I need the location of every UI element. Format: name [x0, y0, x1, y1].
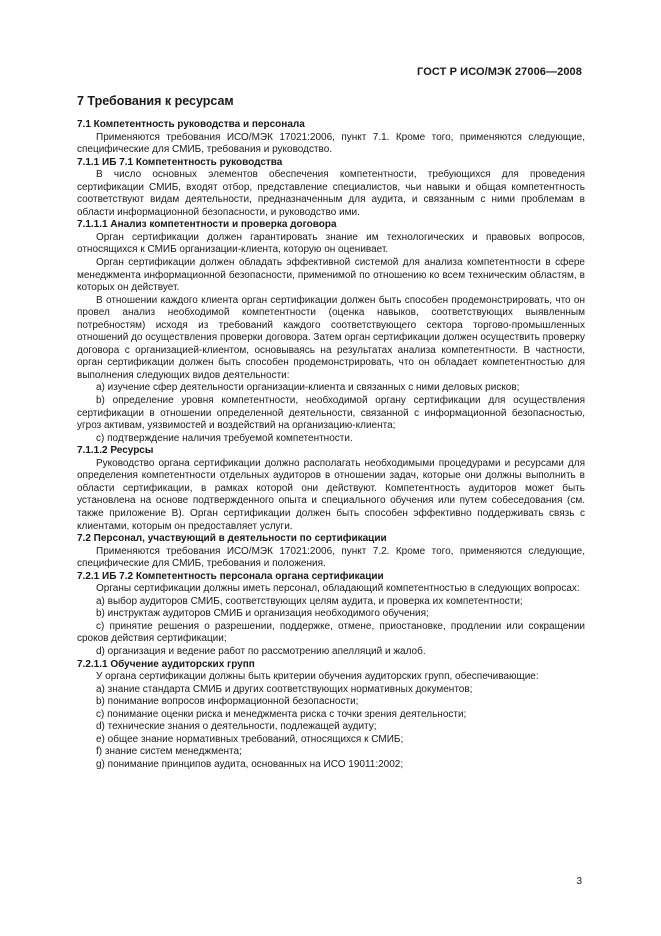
list-item: b) инструктаж аудиторов СМИБ и организация необходимого обучения;	[96, 608, 429, 620]
page-number: 3	[576, 876, 582, 887]
list-item: c) подтверждение наличия требуемой компетентности.	[96, 432, 353, 444]
paragraph: Применяются требования ИСО/МЭК 17021:2006, пункт 7.1. Кроме того, применяются следующие, специфические для СМИБ, требования и руководство.	[77, 131, 585, 156]
list-item: b) определение уровня компетентности, необходимой органу сертификации для осуществления сертификации в отношении определенной деятельности, связанной с информационной безопасностью, угроз активам, уязвимостей и воздействий на организацию-клиента;	[77, 395, 585, 432]
list-item: a) выбор аудиторов СМИБ, соответствующих целям аудита, и проверка их компетентности;	[96, 595, 523, 607]
section-title: 7 Требования к ресурсам	[77, 94, 234, 108]
heading-7-2-1: 7.2.1 ИБ 7.2 Компетентность персонала органа сертификации	[77, 570, 384, 582]
heading-7-1: 7.1 Компетентность руководства и персонала	[77, 119, 305, 130]
list-item: a) изучение сфер деятельности организации-клиента и связанных с ними деловых рисков;	[96, 382, 520, 394]
heading-7-1-1: 7.1.1 ИБ 7.1 Компетентность руководства	[77, 156, 283, 168]
list-item: a) знание стандарта СМИБ и других соответствующих нормативных документов;	[96, 683, 473, 695]
heading-7-2: 7.2 Персонал, участвующий в деятельности по сертификации	[77, 533, 387, 545]
list-item: b) понимание вопросов информационной безопасности;	[96, 696, 359, 708]
list-item: g) понимание принципов аудита, основанных на ИСО 19011:2002;	[96, 758, 404, 770]
page-body	[77, 93, 585, 771]
paragraph: В число основных элементов обеспечения компетентности, требующихся для проведения сертификации СМИБ, входят отбор, представление специалистов, чьи навыки и общая компетентность соответствуют видам деятельности, предназначенным для аудита, и связанным с ними проблемам в области информационной безопасности, и руководство ими.	[77, 169, 585, 218]
paragraph: В отношении каждого клиента орган сертификации должен быть способен продемонстрировать, что он провел анализ необходимой компетентности (оценка навыков, соответствующих выявленным потребностям) исходя из требований каждого соответствующего сектора торгово-промышленных отношений до осуществления проверки договора. Затем орган сертификации должен осуществить проверку договора с организацией-клиентом, основываясь на результатах анализа компетентности. В частности, орган сертификации должен быть способен продемонстрировать, что он обладает компетентностью для выполнения следующих видов деятельности:	[77, 294, 585, 381]
heading-7-1-1-1: 7.1.1.1 Анализ компетентности и проверка договора	[77, 219, 337, 231]
list-item: d) технические знания о деятельности, подлежащей аудиту;	[96, 721, 377, 733]
paragraph: Орган сертификации должен гарантировать знание им технологических и правовых вопросов, относящихся к СМИБ организации-клиента, которую он оценивает.	[77, 231, 585, 256]
paragraph: Органы сертификации должны иметь персонал, обладающий компетентностью в следующих вопросах:	[96, 583, 580, 595]
paragraph: Орган сертификации должен обладать эффективной системой для анализа компетентности в сфере менеджмента информационной безопасности, применимой по отношению ко всем техническим областям, в которых он действует.	[77, 257, 585, 294]
list-item: c) понимание оценки риска и менеджмента риска с точки зрения деятельности;	[96, 708, 467, 720]
paragraph: Применяются требования ИСО/МЭК 17021:2006, пункт 7.2. Кроме того, применяются следующие, специфические для СМИБ, требования и положения.	[77, 545, 585, 570]
list-item: c) принятие решения о разрешении, поддержке, отмене, приостановке, продлении или сокращении сроков действия сертификации;	[77, 620, 585, 645]
heading-7-1-1-2: 7.1.1.2 Ресурсы	[77, 445, 154, 457]
list-item: f) знание систем менеджмента;	[96, 746, 242, 758]
heading-7-2-1-1: 7.2.1.1 Обучение аудиторских групп	[77, 658, 255, 670]
paragraph: Руководство органа сертификации должно располагать необходимыми процедурами и ресурсами для определения компетентности отдельных аудиторов в отношении задач, которые они должны выполнить в области сертификации, в рамках которой они действуют. Компетентность аудиторов может быть установлена на основе подтвержденного опыта и специального обучения или путем собеседования (см. также приложение В). Орган сертификации должен быть способен эффективно поддерживать связь с клиентами, которым он предоставляет услуги.	[77, 457, 585, 532]
list-item: d) организация и ведение работ по рассмотрению апелляций и жалоб.	[96, 645, 426, 657]
list-item: e) общее знание нормативных требований, относящихся к СМИБ;	[96, 733, 404, 745]
paragraph: У органа сертификации должны быть критерии обучения аудиторских групп, обеспечивающие:	[96, 671, 539, 683]
document-code-header: ГОСТ Р ИСО/МЭК 27006—2008	[417, 66, 582, 78]
